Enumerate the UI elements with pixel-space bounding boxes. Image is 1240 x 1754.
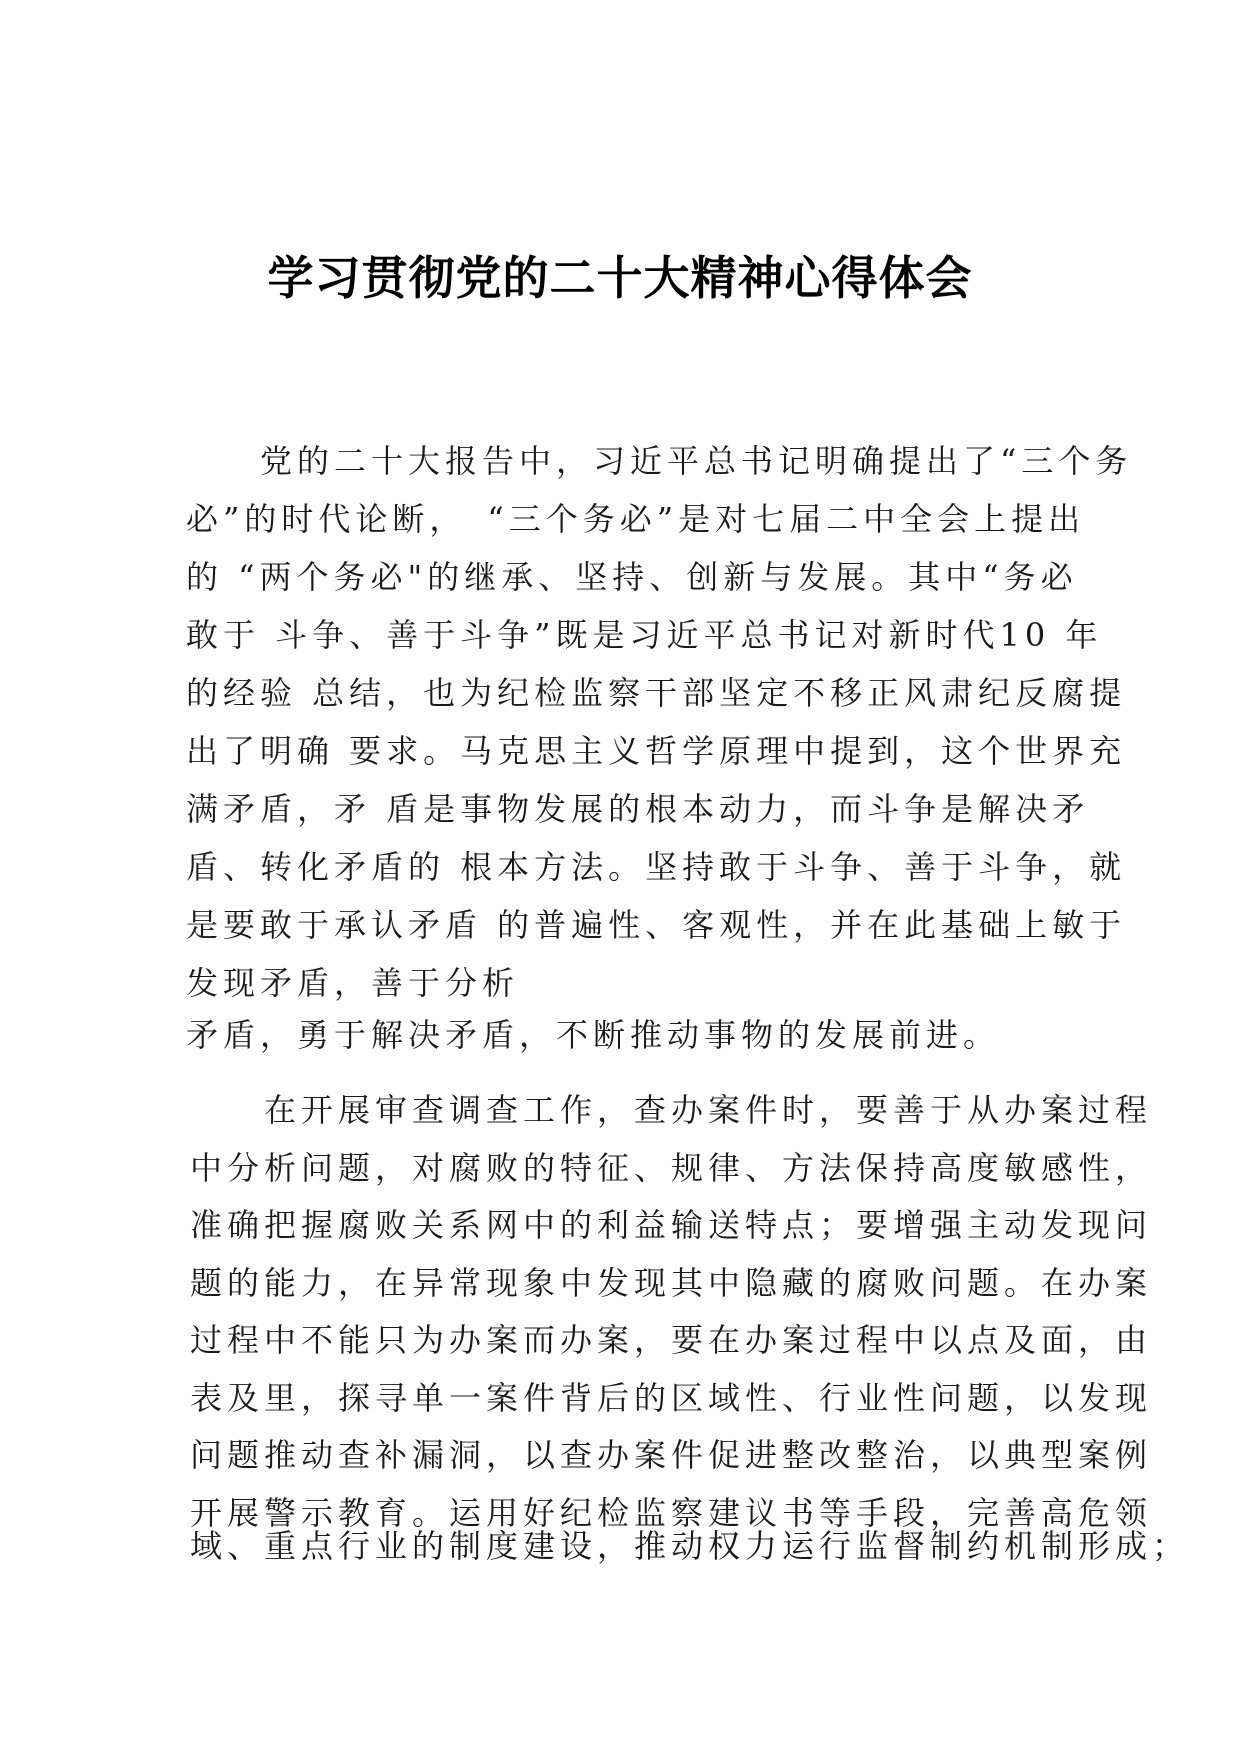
paragraph-line: 在开展审查调查工作，查办案件时，要善于从办案过程: [190, 1091, 1153, 1129]
paragraph-line: 问题推动查补漏洞，以查办案件促进整改整治，以典型案例: [190, 1436, 1153, 1474]
paragraph-line: 表及里，探寻单一案件背后的区域性、行业性问题，以发现: [190, 1378, 1153, 1417]
paragraph-4: [190, 1517, 1190, 1575]
paragraph-line: 的经验 总结，也为纪检监察干部坚定不移正风肃纪反腐提: [186, 674, 1127, 712]
paragraph-line: 题的能力，在异常现象中发现其中隐藏的腐败问题。在办案: [190, 1263, 1153, 1302]
paragraph-line: 发现矛盾，善于分析: [186, 964, 520, 1002]
paragraph-1: [186, 432, 1133, 1012]
paragraph-line: 中分析问题，对腐败的特征、规律、方法保持高度敏感性，: [190, 1148, 1153, 1187]
paragraph-line: 开展警示教育。运用好纪检监察建议书等手段，完善高危领: [190, 1493, 1153, 1532]
paragraph-line: 盾、转化矛盾的 根本方法。坚持敢于斗争、善于斗争，就: [186, 848, 1127, 886]
paragraph-line: 矛盾，勇于解决矛盾，不断推动事物的发展前进。: [186, 1016, 1001, 1054]
paragraph-line: 域、重点行业的制度建设，推动权力运行监督制约机制形成；: [190, 1527, 1190, 1565]
paragraph-line: 准确把握腐败关系网中的利益输送特点；要增强主动发现问: [190, 1206, 1153, 1244]
paragraph-line: 敢于 斗争、善于斗争”既是习近平总书记对新时代10 年: [186, 616, 1103, 654]
paragraph-line: 出了明确 要求。马克思主义哲学原理中提到，这个世界充: [186, 732, 1127, 770]
paragraph-line: 满矛盾，矛 盾是事物发展的根本动力，而斗争是解决矛: [186, 790, 1090, 828]
paragraph-line: 必”的时代论断， “三个务必”是对七届二中全会上提出: [186, 500, 1086, 538]
paragraph-line: 是要敢于承认矛盾 的普遍性、客观性，并在此基础上敏于: [186, 906, 1127, 944]
paragraph-line: 过程中不能只为办案而办案，要在办案过程中以点及面，由: [190, 1321, 1153, 1359]
paragraph-3: [190, 1082, 1153, 1542]
paragraph-line: 的 “两个务必"的继承、坚持、创新与发展。其中“务必: [186, 558, 1078, 596]
document-title: 学习贯彻党的二十大精神心得体会: [267, 251, 973, 305]
paragraph-line: 党的二十大报告中，习近平总书记明确提出了“三个务: [186, 442, 1133, 480]
paragraph-2: [186, 1006, 1066, 1064]
